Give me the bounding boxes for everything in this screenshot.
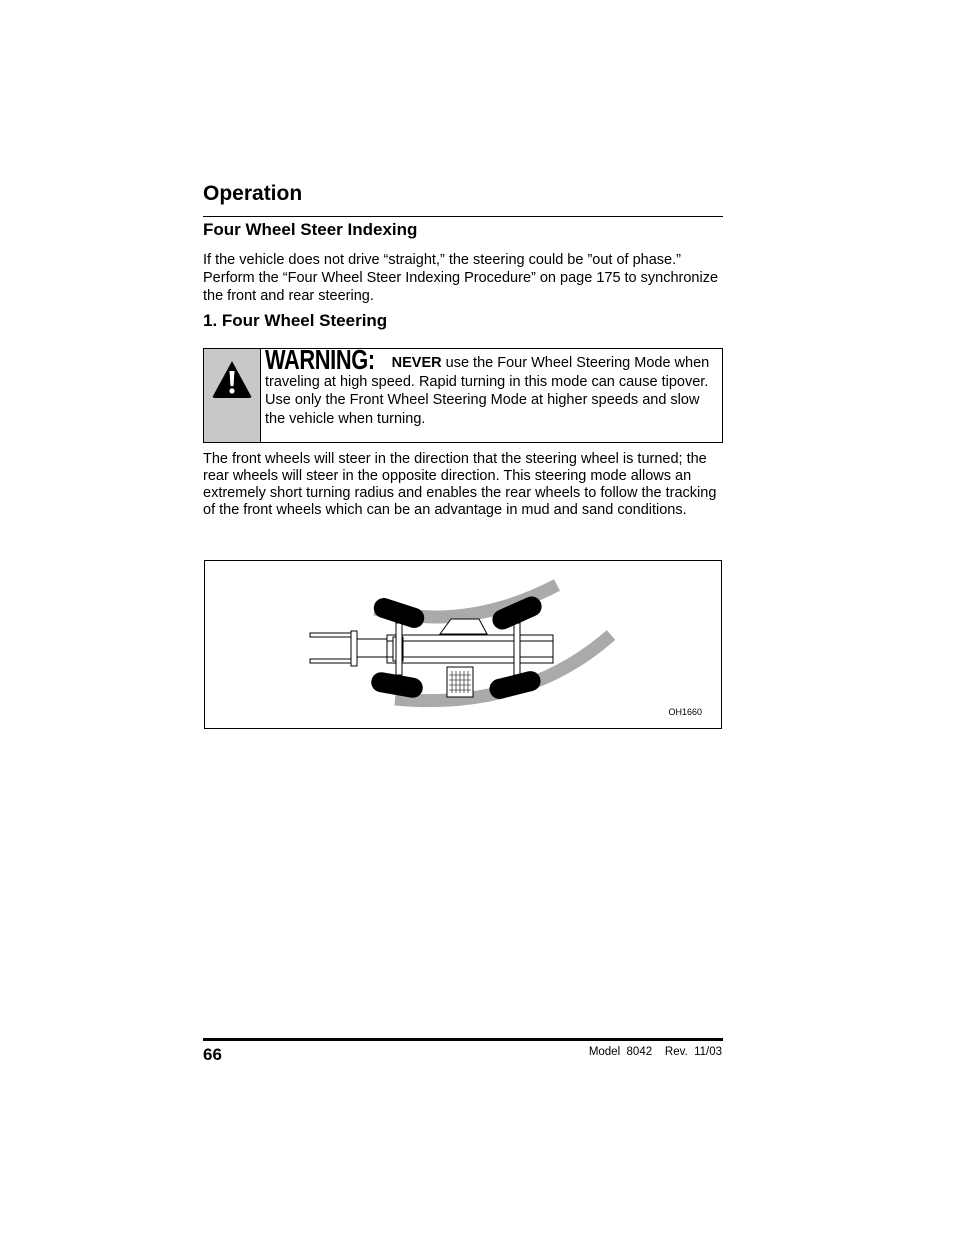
indexing-paragraph: If the vehicle does not drive “straight,” the steering could be ”out of phase.” Perform the “Four Wheel Steer Indexing Procedure” on page 175 to synchronize the front and rear steering. xyxy=(203,252,719,304)
rear-left-wheel xyxy=(370,671,425,700)
footer-divider xyxy=(203,1038,723,1041)
cab-grid xyxy=(449,671,471,693)
figure-box xyxy=(204,560,722,729)
warning-emphasis: NEVER xyxy=(391,355,442,371)
warning-icon-panel xyxy=(204,349,261,442)
indexing-heading: Four Wheel Steer Indexing xyxy=(203,220,418,239)
warning-box xyxy=(203,344,723,443)
title-divider xyxy=(203,216,723,217)
steering-heading: 1. Four Wheel Steering xyxy=(203,311,388,330)
footer-model-info: Model 8042 Rev. 11/03 xyxy=(588,1046,722,1058)
page-number: 66 xyxy=(203,1045,222,1064)
warning-triangle-icon xyxy=(211,359,253,399)
warning-label: WARNING: xyxy=(265,344,375,375)
fork-carriage xyxy=(310,631,387,666)
figure-id: OH1660 xyxy=(668,707,702,717)
steering-paragraph: The front wheels will steer in the direction that the steering wheel is turned; the rear wheels will steer in the opposite direction. This steering mode allows an extremely short turning radius and enables the rear wheels to follow the tracking of the front wheels which can be an advantage in mud and sand conditions. xyxy=(203,451,717,518)
warning-text xyxy=(265,344,717,428)
warning-message: use the Four Wheel Steering Mode when traveling at high speed. Rapid turning in this mode can cause tipover. Use only the Front Wheel Steering Mode at higher speeds and slow the vehicle when turning. xyxy=(265,355,710,427)
four-wheel-steering-illustration xyxy=(205,561,721,728)
section-title: Operation xyxy=(203,182,303,205)
